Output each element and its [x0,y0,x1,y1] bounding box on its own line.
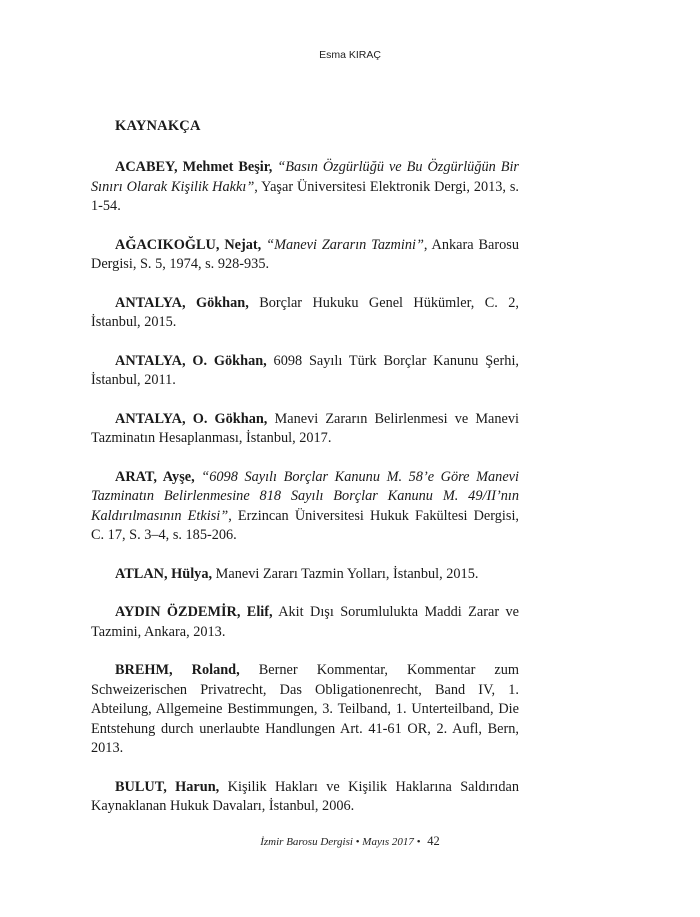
entry-text: Manevi Zararı Tazmin Yolları, İstanbul, 2015. [212,565,479,582]
entry-rest: , Yaşar Üniversitesi Elektronik Dergi, 2013, s. 1-54. [91,178,519,214]
entry-rest: , Ankara Barosu Dergisi, S. 5, 1974, s. 928-935. [91,236,520,272]
entry-text: Manevi Zararın Belirlenmesi ve Manevi Tazminatın Hesaplanması, İstanbul, 2017. [91,410,519,446]
entry-author: AĞACIKOĞLU, Nejat, [115,236,262,253]
page-number: 42 [427,834,440,848]
entry-author: ANTALYA, Gökhan, [115,294,249,311]
entry-author: ANTALYA, O. Gökhan, [115,410,268,427]
entry-text: Borçlar Hukuku Genel Hükümler, C. 2, İstanbul, 2015. [91,294,519,330]
bibliography-entry [91,565,519,585]
bibliography-list [91,158,519,836]
running-head: Esma KIRAÇ [319,49,381,61]
entry-author: ANTALYA, O. Gökhan, [115,352,267,369]
entry-author: AYDIN ÖZDEMİR, Elif, [115,604,273,620]
entry-title: “6098 Sayılı Borçlar Kanunu M. 58’e Göre Manevi Tazminatın Belirlenmesine 818 Sayılı Borçlar Kanunu M. 49/II’nın Kaldırılmasının Etkisi” [91,468,519,524]
section-title: KAYNAKÇA [115,118,201,134]
entry-text: Berner Kommentar, Kommentar zum Schweizerischen Privatrecht, Das Obligationenrecht, Band IV, 1. Abteilung, Allgemeine Bestimmungen, 3. Teilband, 1. Unterteilband, Die Entstehung durch unerlaubte Handlungen Art. 41-61 OR, 2. Aufl, Bern, 2013. [91,662,520,756]
entry-rest: , Erzincan Üniversitesi Hukuk Fakültesi Dergisi, C. 17, S. 3–4, s. 185-206. [91,507,520,543]
bibliography-entry [91,410,519,449]
footer-journal: İzmir Barosu Dergisi • Mayıs 2017 • [260,836,421,848]
entry-author: BULUT, Harun, [115,778,220,795]
entry-text: Kişilik Hakları ve Kişilik Haklarına Saldırıdan Kaynaklanan Hukuk Davaları, İstanbul, 2006. [91,778,519,814]
bibliography-entry [91,352,519,391]
entry-title: “Manevi Zararın Tazmini” [266,236,424,253]
entry-author: BREHM, Roland, [115,662,240,678]
entry-text: Akit Dışı Sorumlulukta Maddi Zarar ve Tazmini, Ankara, 2013. [91,604,519,640]
bibliography-entry [91,236,519,275]
page-footer [0,834,700,849]
entry-author: ARAT, Ayşe, [115,468,195,485]
entry-author: ATLAN, Hülya, [115,565,213,582]
bibliography-entry [91,158,519,217]
entry-title: “Basın Özgürlüğü ve Bu Özgürlüğün Bir Sınırı Olarak Kişilik Hakkı” [91,159,519,195]
bibliography-entry [91,294,519,333]
bibliography-entry [91,778,519,817]
entry-author: ACABEY, Mehmet Beşir, [115,159,273,175]
bibliography-entry [91,661,519,759]
bibliography-entry [91,468,519,546]
bibliography-entry [91,603,519,642]
entry-text: 6098 Sayılı Türk Borçlar Kanunu Şerhi, İstanbul, 2011. [91,352,519,388]
